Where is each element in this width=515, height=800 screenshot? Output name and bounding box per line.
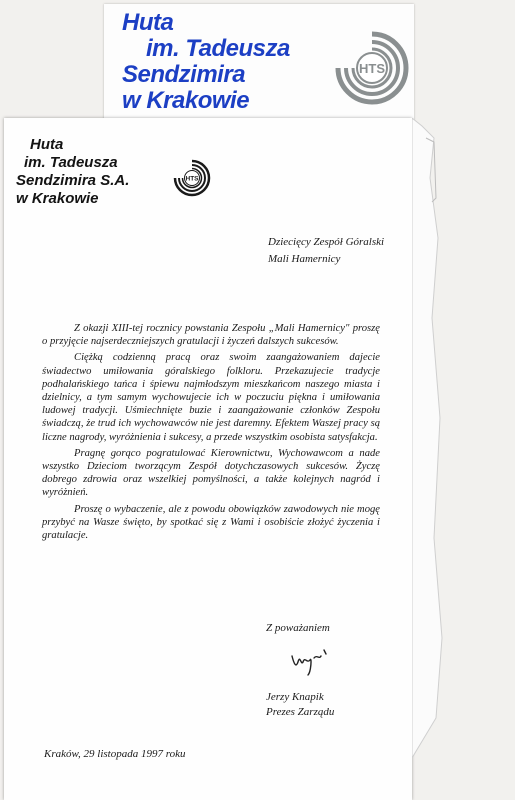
- signer-block: [266, 690, 334, 720]
- letter-sheet: [4, 118, 412, 800]
- card-company-line: w Krakowie: [122, 87, 250, 114]
- letterhead-line: Sendzimira S.A.: [16, 172, 130, 189]
- card-logo-text: HTS: [359, 61, 385, 76]
- card-company-line: Sendzimira: [122, 61, 246, 88]
- body-paragraph: Pragnę gorąco pogratulować Kierownictwu, Wychowawcom a nade wszystko Dzieciom tworzącym Zespół dotychczasowych sukcesów. Życzę dobrego zdrowia oraz wszelkiej pomyślności, a także kolejnych nagród i wyróżnień.: [42, 447, 380, 499]
- card-company-name: [122, 10, 290, 114]
- closing-salutation: Z poważaniem: [266, 622, 330, 634]
- body-paragraph: Ciężką codzienną pracą oraz swoim zaangażowaniem dajecie świadectwo umiłowania góralskiego folkloru. Przekazujecie tradycje podhalańskiego tańca i śpiewu najmłodszym mieszkańcom naszego miasta i dzielnicy, a tym samym wychowujecie ich w poczuciu piękna i umiłowania ludowej tradycji. Uśmiechnięte buzie i zaangażowanie członków Zespołu świadczą, że trud ich wychowawców nie jest daremny. Efektem Waszej pracy są liczne nagrody, wyróżnienia i sukcesy, a przede wszystkim osobista satysfakcja.: [42, 352, 380, 443]
- place-date: Kraków, 29 listopada 1997 roku: [44, 748, 186, 760]
- hts-logo-icon: [172, 158, 212, 203]
- letterhead-line: w Krakowie: [16, 190, 99, 207]
- letterhead-company-name: [16, 136, 129, 208]
- letter-body: [42, 322, 380, 545]
- torn-paper-edge: [412, 118, 462, 758]
- recipient-name: Dziecięcy Zespół Góralski: [268, 236, 385, 248]
- card-company-line: im. Tadeusza: [146, 35, 290, 62]
- business-card: [104, 4, 414, 124]
- letterhead-line: Huta: [30, 136, 64, 153]
- letterhead-line: im. Tadeusza: [24, 154, 118, 171]
- card-company-line: Huta: [122, 9, 174, 36]
- recipient-subname: Mali Hamernicy: [268, 253, 341, 265]
- letterhead-logo-text: HTS: [185, 175, 199, 183]
- body-paragraph: Z okazji XIII-tej rocznicy powstania Zespołu „Mali Hamernicy" proszę o przyjęcie najserdeczniejszych gratulacji i życzeń dalszych sukcesów.: [42, 323, 380, 348]
- recipient-block: [268, 234, 384, 268]
- signer-name: Jerzy Knapik: [266, 691, 324, 703]
- handwritten-signature-icon: [288, 642, 338, 683]
- signer-title: Prezes Zarządu: [266, 706, 335, 718]
- hts-logo-icon: [332, 28, 412, 113]
- body-paragraph: Proszę o wybaczenie, ale z powodu obowiązków zawodowych nie mogę przybyć na Wasze święto, by spotkać się z Wami i osobiście złożyć życzenia i gratulacje.: [42, 503, 380, 542]
